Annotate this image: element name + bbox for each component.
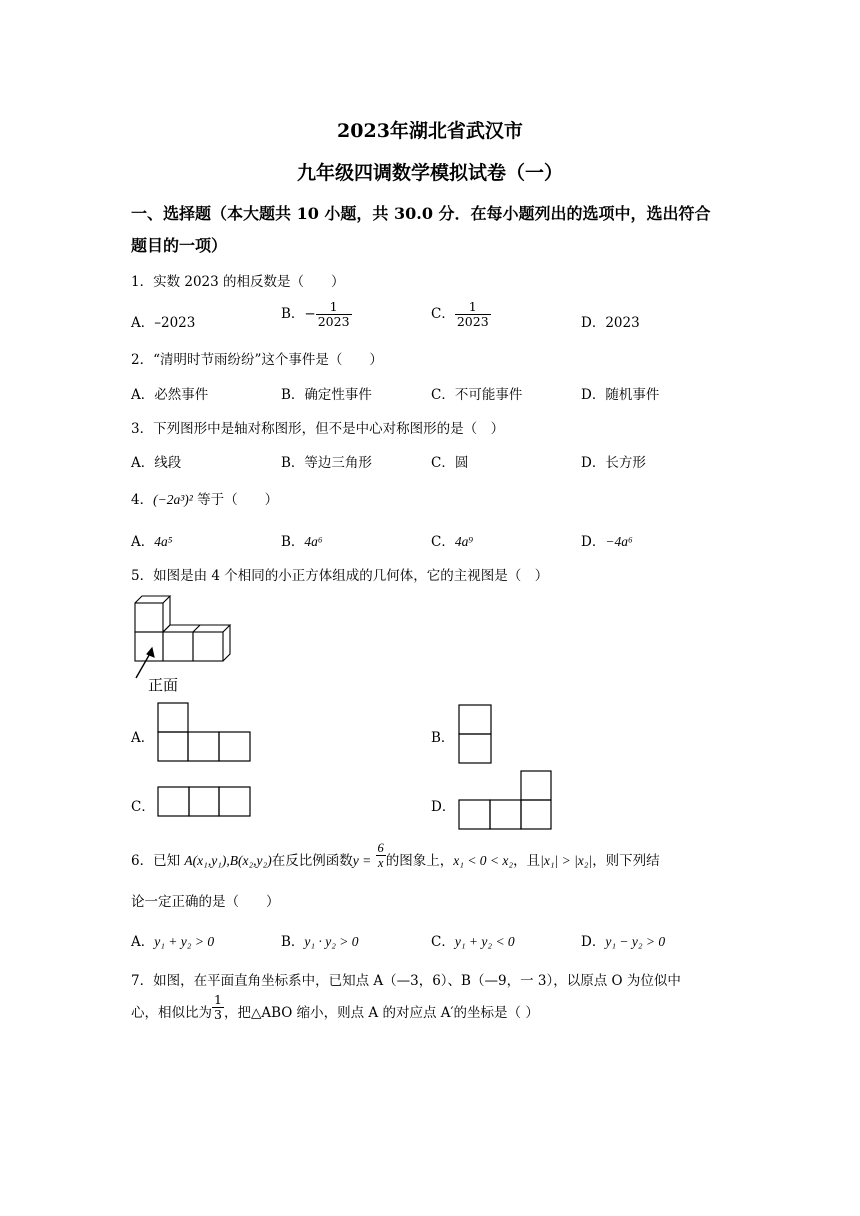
q6-c-label: C． — [431, 934, 455, 950]
q6-points: A(x₁,y₁),B(x₂,y₂) — [184, 853, 272, 868]
q1-option-d: D．2023 — [581, 315, 640, 331]
q4-option-d — [581, 530, 633, 550]
q3-option-c: C．圆 — [431, 455, 469, 471]
q6-mid3: ，且 — [513, 853, 541, 869]
q1-b-fraction — [316, 300, 352, 329]
q7-ratio-denominator: 3 — [214, 1007, 222, 1022]
q6-func-fraction — [376, 841, 386, 870]
q6-a-expr: y₁ + y₂ > 0 — [154, 934, 215, 949]
q5-option-a-figure — [157, 702, 252, 764]
q1-option-c — [431, 300, 491, 329]
q3-stem: 3．下列图形中是轴对称图形，但不是中心对称图形的是（ ） — [131, 421, 505, 437]
q2-option-d: D．随机事件 — [581, 387, 660, 403]
q5-solid-figure — [128, 592, 238, 698]
q5-stem: 5．如图是由 4 个相同的小正方体组成的几何体，它的主视图是（ ） — [131, 568, 549, 584]
q6-d-expr: y₁ − y₂ > 0 — [605, 934, 666, 949]
q1-c-denominator: 2023 — [456, 314, 489, 329]
q1-b-prefix: B．− — [281, 306, 316, 322]
q6-option-b — [281, 930, 359, 950]
q6-a-label: A． — [131, 934, 155, 950]
q4-d-label: D． — [581, 534, 606, 550]
q1-c-prefix: C． — [431, 306, 455, 322]
q7-line2-prefix: 心，相似比为 — [131, 1005, 212, 1021]
q5-option-b-label: B． — [431, 730, 455, 746]
q1-b-denominator: 2023 — [317, 314, 350, 329]
q7-line2 — [131, 992, 539, 1022]
q1-c-fraction — [455, 300, 491, 329]
q1-option-b — [281, 300, 352, 329]
q4-option-b — [281, 530, 323, 550]
q4-b-label: B． — [281, 534, 305, 550]
q7-line2-suffix: ，把△ABO 缩小，则点 A 的对应点 A′的坐标是（ ） — [223, 1005, 539, 1021]
q5-option-d-figure — [458, 770, 553, 832]
q6-line1 — [131, 841, 660, 870]
q4-c-expr: 4a⁹ — [454, 534, 474, 549]
q6-b-expr: y₁ · y₂ > 0 — [304, 934, 359, 949]
q4-option-a — [131, 530, 172, 550]
q5-option-d-label: D． — [431, 799, 456, 815]
q4-tail: 等于（ ） — [192, 492, 279, 508]
q2-option-a: A．必然事件 — [131, 387, 209, 403]
q6-line2: 论一定正确的是（ ） — [131, 894, 280, 910]
q1-stem: 1．实数 2023 的相反数是（ ） — [131, 274, 345, 290]
q6-mid2: 的图象上， — [385, 853, 454, 869]
q7-ratio-fraction — [212, 993, 224, 1022]
q6-condition2: |x₁| > |x₂| — [540, 853, 593, 868]
q2-stem: 2．“清明时节雨纷纷”这个事件是（ ） — [131, 352, 383, 368]
section-heading-line2: 题目的一项） — [131, 236, 228, 255]
q7-ratio-numerator: 1 — [214, 992, 222, 1007]
q6-c-expr: y₁ + y₂ < 0 — [454, 934, 515, 949]
q4-d-expr: −4a⁶ — [605, 534, 633, 549]
q5-option-b-figure — [458, 704, 493, 766]
q3-option-a: A．线段 — [131, 455, 182, 471]
q6-func-denominator: x — [377, 856, 384, 870]
q6-func-lhs: y = — [352, 853, 372, 868]
q4-option-c — [431, 530, 473, 550]
q6-d-label: D． — [581, 934, 606, 950]
q4-a-label: A． — [131, 534, 155, 550]
q3-option-b: B．等边三角形 — [281, 455, 372, 471]
q6-func-numerator: 6 — [377, 841, 384, 855]
q6-prefix: 6．已知 — [131, 853, 185, 869]
q1-b-numerator: 1 — [316, 300, 352, 315]
q1-c-numerator: 1 — [455, 300, 491, 315]
q4-stem — [131, 488, 278, 508]
q6-b-label: B． — [281, 934, 305, 950]
q5-front-label: 正面 — [148, 676, 179, 694]
q6-mid: 在反比例函数 — [271, 853, 353, 869]
q6-option-d — [581, 930, 665, 950]
exam-title-line2: 九年级四调数学模拟试卷（一） — [296, 162, 563, 184]
q2-option-b: B．确定性事件 — [281, 387, 372, 403]
q4-b-expr: 4a⁶ — [304, 534, 323, 549]
q7-line1: 7．如图，在平面直角坐标系中，已知点 A（—3，6）、B（—9，一 3），以原点 O 为位似中 — [131, 973, 681, 989]
q4-number: 4． — [131, 492, 154, 508]
q4-a-expr: 4a⁵ — [154, 534, 173, 549]
q3-option-d: D．长方形 — [581, 455, 646, 471]
q5-option-c-figure — [157, 786, 252, 819]
q6-condition1: x₁ < 0 < x₂ — [453, 853, 514, 868]
q6-option-a — [131, 930, 214, 950]
q6-end: ，则下列结 — [592, 853, 660, 869]
q5-option-c-label: C． — [131, 799, 155, 815]
exam-title-line1: 2023年湖北省武汉市 — [337, 120, 523, 142]
q4-c-label: C． — [431, 534, 455, 550]
section-heading-line1: 一、选择题（本大题共 10 小题，共 30.0 分．在每小题列出的选项中，选出符合 — [131, 204, 711, 223]
q5-option-a-label: A． — [131, 730, 155, 746]
q1-option-a: A．–2023 — [131, 315, 196, 331]
q4-expression: (−2a³)² — [153, 492, 193, 507]
q6-option-c — [431, 930, 515, 950]
q2-option-c: C．不可能事件 — [431, 387, 523, 403]
